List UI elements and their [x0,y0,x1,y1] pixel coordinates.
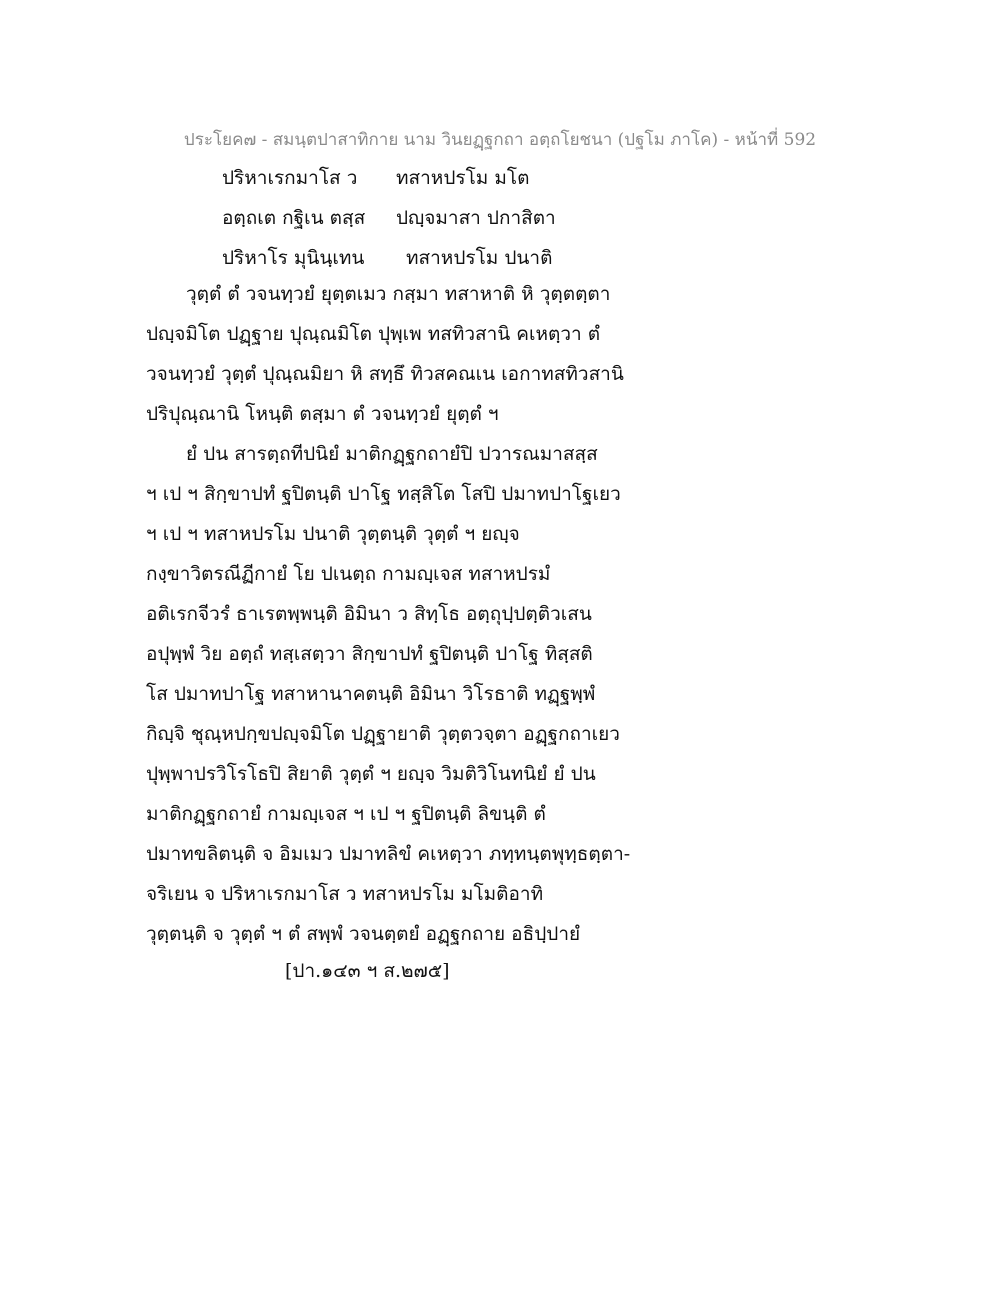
verse-line [222,158,822,198]
prose-line: วุตฺตนฺติ จ วุตฺตํ ฯ ตํ สพฺพํ วจนตฺตยํ อฏฺฐกถาย อธิปฺปายํ [146,923,581,945]
prose-line: อติเรกจีวรํ ธาเรตพฺพนฺติ อิมินา ว สิทฺโธ อตฺถุปฺปตฺติวเสน [146,603,592,625]
prose-line: กงฺขาวิตรณีฏีกายํ โย ปเนตฺถ กามญฺเจส ทสาหปรมํ [146,563,551,585]
verse-line-first-half: ปริหาโร มุนินฺเทน [222,247,365,269]
verse-line-second-half: ปญฺจมาสา ปกาสิตา [396,207,556,229]
verse-block [222,158,822,278]
verse-line [222,238,822,278]
prose-line: ปมาทขลิตนฺติ จ อิมเมว ปมาทลิขํ คเหตฺวา ภทฺทนฺตพุทฺธตฺตา- [146,843,631,865]
prose-line: วจนทฺวยํ วุตฺตํ ปุณฺณมิยา หิ สทฺธึ ทิวสคณเน เอกาทสทิวสานิ [146,363,624,385]
prose-line: มาติกฏฺฐกถายํ กามญฺเจส ฯ เป ฯ ฐปิตนฺติ ลิขนฺติ ตํ [146,803,546,825]
page-header: ประโยค๗ - สมนฺตปาสาทิกาย นาม วินยฏฺฐกถา อตฺถโยชนา (ปฐโม ภาโค) - หน้าที่ 592 [183,130,817,150]
prose-line: โส ปมาทปาโฐ ทสาหานาคตนฺติ อิมินา วิโรธาติ ทฏฺฐพฺพํ [146,683,596,705]
prose-block [146,274,866,954]
prose-line: ปญฺจมิโต ปฏฺฐาย ปุณฺณมิโต ปุพฺเพ ทสทิวสานิ คเหตฺวา ตํ [146,323,601,345]
prose-line: ปริปุณฺณานิ โหนฺติ ตสฺมา ตํ วจนทฺวยํ ยุตฺตํ ฯ [146,403,499,425]
reference-note: [ปา.๑๔๓ ฯ ส.๒๗๕] [285,960,450,982]
prose-line: ฯ เป ฯ สิกฺขาปทํ ฐปิตนฺติ ปาโฐ ทสฺสิโต โสปิ ปมาทปาโฐเยว [146,483,621,505]
prose-line: ยํ ปน สารตฺถทีปนิยํ มาติกฏฺฐกถายํปิ ปวารณมาสสฺส [186,443,598,465]
verse-line [222,198,822,238]
verse-line-first-half: อตฺถเต กฐิเน ตสฺส [222,207,366,229]
prose-line: จริเยน จ ปริหาเรกมาโส ว ทสาหปรโม มโมติอาทิ [146,883,544,905]
prose-line: กิญฺจิ ชุณฺหปกฺขปญฺจมิโต ปฏฺฐายาติ วุตฺตวจฺตา อฏฺฐกถาเยว [146,723,620,745]
prose-line: ฯ เป ฯ ทสาหปรโม ปนาติ วุตฺตนฺติ วุตฺตํ ฯ ยญฺจ [146,523,520,545]
prose-line: วุตฺตํ ตํ วจนทฺวยํ ยุตฺตเมว กสฺมา ทสาหาติ หิ วุตฺตตฺตา [186,283,611,305]
verse-line-first-half: ปริหาเรกมาโส ว [222,167,358,189]
prose-line: อปุพฺพํ วิย อตฺถํ ทสฺเสตฺวา สิกฺขาปทํ ฐปิตนฺติ ปาโฐ ทิสฺสติ [146,643,593,665]
prose-line: ปุพฺพาปรวิโรโธปิ สิยาติ วุตฺตํ ฯ ยญฺจ วิมติวิโนทนิยํ ยํ ปน [146,763,596,785]
verse-line-second-half: ทสาหปรโม มโต [396,167,530,189]
verse-line-second-half: ทสาหปรโม ปนาติ [406,247,553,269]
